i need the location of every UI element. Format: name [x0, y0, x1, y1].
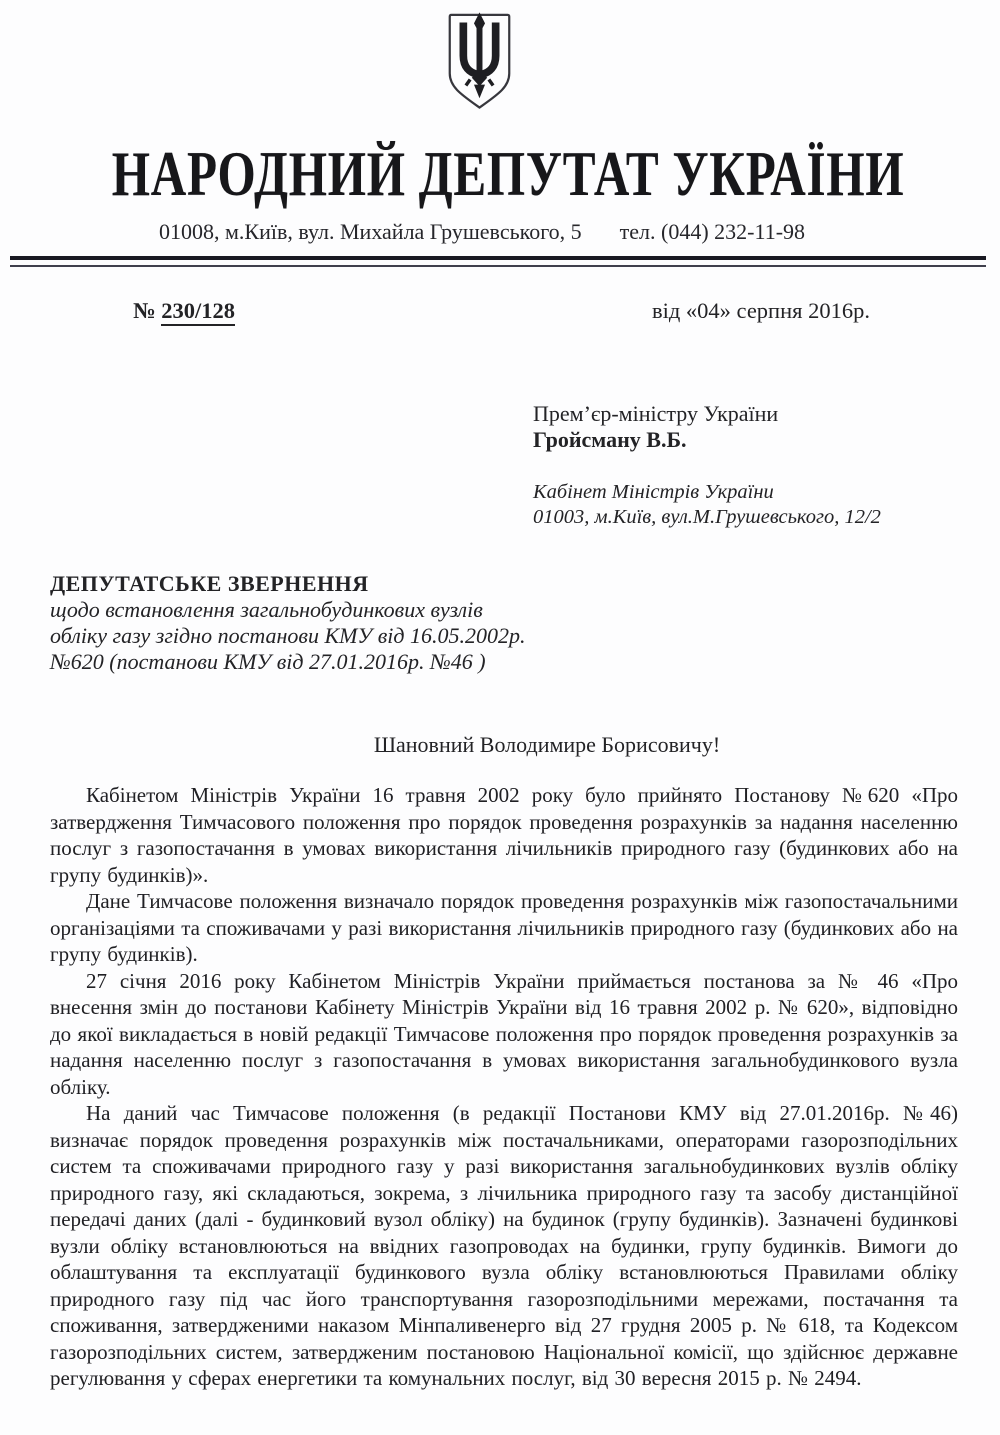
- body-paragraph: На даний час Тимчасове положення (в редакції Постанови КМУ від 27.01.2016р. №46) визначає порядок проведення розрахунків між постачальниками, операторами газорозподільних систем та споживачами природного газу у разі використання загальнобудинкових вузлів обліку природного газу, які складаються, зокрема, з лічильника природного газу та засобу дистанційної передачі даних (далі - будинковий вузол обліку) на будинок (групу будинків). Зазначені будинкові вузли обліку встановлюються на ввідних газопроводах на будинки, групу будинків. Вимоги до облаштування та експлуатації будинкового вузла обліку встановлюються Правилами обліку природного газу під час його транспортування газорозподільними мережами, постачання та споживання, затвердженими наказом Мінпаливенерго від 27 грудня 2005 р. № 618, та Кодексом газорозподільних систем, затвердженим постановою Національної комісії, що здійснює державне регулювання у сферах енергетики та комунальних послуг, від 30 вересня 2015 р. № 2494.: [50, 1101, 958, 1390]
- ukraine-trident-icon: [437, 6, 522, 119]
- letterhead-divider: [10, 256, 986, 267]
- outgoing-number: [133, 298, 235, 324]
- recipient-organization: Кабінет Міністрів України: [533, 481, 774, 503]
- reference-row: [50, 298, 958, 324]
- body-paragraph: 27 січня 2016 року Кабінетом Міністрів України приймається постанова за № 46 «Про внесення змін до постанови Кабінету Міністрів України від 16 травня 2002 р. № 620», відповідно до якої викладається в новій редакції Тимчасове положення про порядок проведення розрахунків за надання населенню послуг з газопостачання в умовах використання загальнобудинкового вузла обліку.: [50, 968, 958, 1099]
- document-type-title: ДЕПУТАТСЬКЕ ЗВЕРНЕННЯ: [50, 571, 369, 596]
- divider-thick-line: [10, 256, 986, 260]
- recipient-block: [533, 401, 881, 530]
- subject-line: №620 (постанови КМУ від 27.01.2016р. №46 ): [50, 649, 486, 674]
- salutation: Шановний Володимире Борисовичу!: [373, 732, 721, 757]
- body-paragraph: Дане Тимчасове положення визначало порядок проведення розрахунків між газопостачальними організаціями та споживачами у разі використання лічильників природного газу (будинкових або на групу будинків).: [50, 889, 958, 966]
- letter-body: [50, 782, 958, 1392]
- divider-thin-line: [10, 265, 986, 267]
- letterhead: [0, 138, 964, 211]
- number-sign: №: [133, 298, 162, 323]
- letterhead-title: НАРОДНИЙ ДЕПУТАТ УКРАЇНИ: [111, 139, 905, 209]
- body-paragraph: Кабінетом Міністрів України 16 травня 2002 року було прийнято Постанову №620 «Про затвердження Тимчасового положення про порядок проведення розрахунків за надання населенню послуг з газопостачання в умовах використання лічильників природного газу (будинкових або на групу будинків)».: [50, 783, 958, 887]
- letter-date: від «04» серпня 2016р.: [651, 298, 870, 323]
- letterhead-phone: тел. (044) 232-11-98: [619, 219, 806, 244]
- recipient-position: Прем’єр-міністру України: [533, 401, 779, 426]
- outgoing-number-value: 230/128: [161, 298, 235, 326]
- letterhead-contact-row: [0, 219, 964, 245]
- letterhead-address: 01008, м.Київ, вул. Михайла Грушевського, 5: [158, 219, 582, 244]
- recipient-name: Гройсману В.Б.: [533, 427, 687, 452]
- subject-line: обліку газу згідно постанови КМУ від 16.05.2002р.: [50, 623, 526, 648]
- recipient-org-address: 01003, м.Київ, вул.М.Грушевського, 12/2: [533, 506, 881, 528]
- recipient-org-block: [533, 480, 881, 530]
- subject-line: щодо встановлення загальнобудинкових вузлів: [50, 597, 483, 622]
- subject-block: [50, 571, 526, 675]
